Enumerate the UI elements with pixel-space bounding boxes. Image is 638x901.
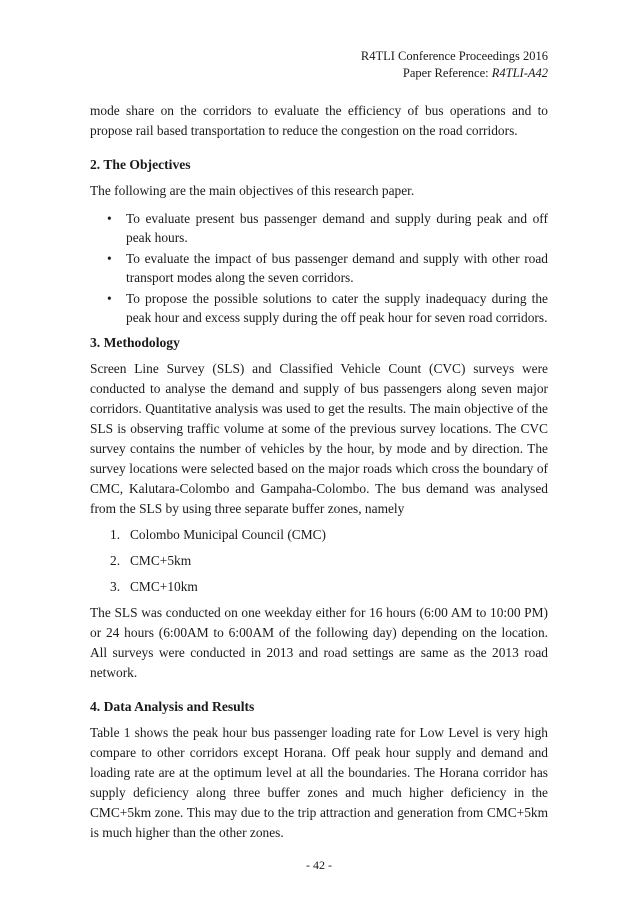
bullet-icon: •	[107, 251, 112, 266]
list-item	[90, 551, 548, 571]
zone-text: CMC+10km	[130, 579, 198, 594]
page-number: - 42 -	[306, 858, 332, 872]
zone-number: 1.	[110, 527, 121, 542]
list-item	[90, 577, 548, 597]
bullet-icon: •	[107, 291, 112, 306]
objective-text: To evaluate present bus passenger demand and supply during peak and off peak hours.	[126, 211, 548, 245]
zone-text: CMC+5km	[130, 553, 192, 568]
objectives-heading: 2. The Objectives	[90, 157, 191, 172]
header-proceedings-title: R4TLI Conference Proceedings 2016	[360, 49, 548, 63]
buffer-zone-list	[90, 525, 548, 597]
zone-text: Colombo Municipal Council (CMC)	[130, 527, 327, 542]
zone-number: 2.	[110, 553, 121, 568]
methodology-heading: 3. Methodology	[90, 335, 180, 350]
running-header	[361, 48, 548, 82]
results-paragraph: Table 1 shows the peak hour bus passenger loading rate for Low Level is very high compare to other corridors except Horana. Off peak hour supply and demand and loading rate are at the optimum level at all the boundaries. The Horana corridor has supply deficiency along three buffer zones and much higher deficiency in the CMC+5km zone. This may due to the trip attraction and generation from CMC+5km is much higher than the other zones.	[90, 725, 548, 840]
zone-number: 3.	[110, 579, 121, 594]
methodology-paragraph-2: The SLS was conducted on one weekday either for 16 hours (6:00 AM to 10:00 PM) or 24 hours (6:00AM to 6:00AM of the following day) depending on the location. All surveys were conducted in 2013 and road settings are same as the 2013 road network.	[90, 605, 548, 680]
objectives-lead: The following are the main objectives of this research paper.	[90, 183, 415, 198]
list-item	[90, 289, 548, 327]
page-body	[90, 101, 548, 843]
objective-text: To propose the possible solutions to cater the supply inadequacy during the peak hour and excess supply during the off peak hour for seven road corridors.	[126, 291, 548, 325]
header-reference-label: Paper Reference:	[402, 66, 492, 80]
bullet-icon: •	[107, 211, 112, 226]
list-item	[90, 249, 548, 287]
list-item	[90, 209, 548, 247]
methodology-paragraph-1: Screen Line Survey (SLS) and Classified Vehicle Count (CVC) surveys were conducted to analyse the demand and supply of bus passengers along seven major corridors. Quantitative analysis was used to get the results. The main objective of the SLS is observing traffic volume at some of the previous survey locations. The CVC survey contains the number of vehicles by the hour, by mode and by direction. The survey locations were selected based on the major roads which cross the boundary of CMC, Kalutara-Colombo and Gampaha-Colombo. The bus demand was analysed from the SLS by using three separate buffer zones, namely	[90, 361, 548, 516]
intro-paragraph: mode share on the corridors to evaluate the efficiency of bus operations and to propose rail based transportation to reduce the congestion on the road corridors.	[90, 103, 548, 138]
header-reference-code: R4TLI-A42	[491, 66, 548, 80]
objectives-list	[90, 209, 548, 327]
results-heading: 4. Data Analysis and Results	[90, 699, 255, 714]
objective-text: To evaluate the impact of bus passenger demand and supply with other road transport modes along the seven corridors.	[126, 251, 548, 285]
list-item	[90, 525, 548, 545]
header-paper-reference	[361, 65, 548, 82]
